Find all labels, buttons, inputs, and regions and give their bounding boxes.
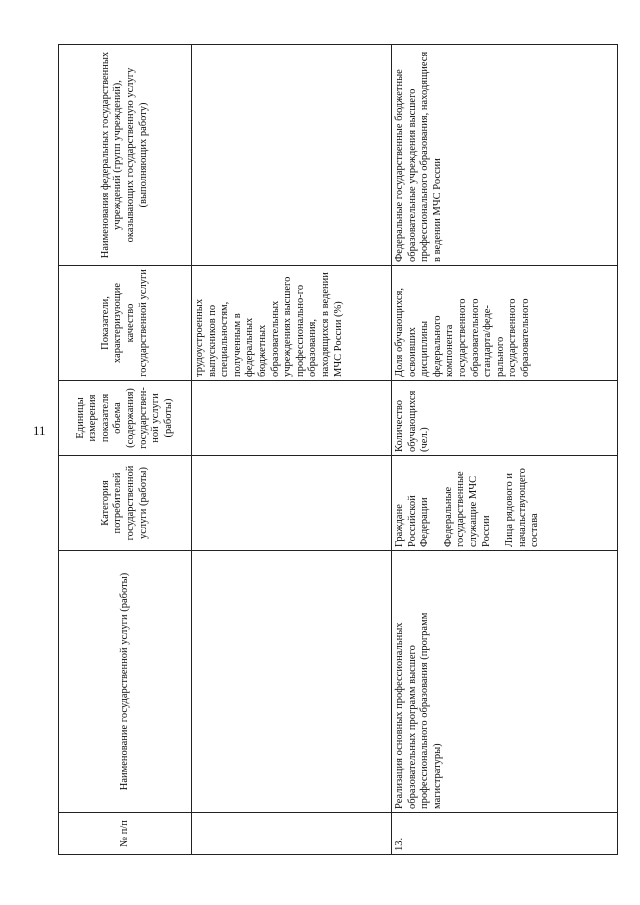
header-units: Единицы измерения показателя объема (содержания) государствен-ной услуги (работы) [59, 381, 192, 456]
row-cell-consumers [192, 456, 392, 551]
header-consumers: Категория потребителей государственной услуги (работы) [59, 456, 192, 551]
row-cell-units: Количество обучающихся (чел.) [392, 381, 618, 456]
row-cell-service: Реализация основных профессиональных образовательных программ высшего профессионального образования (программ магистратуры) [392, 551, 618, 813]
table-row [392, 45, 618, 855]
rotated-table-container [58, 45, 618, 855]
row-cell-consumers [392, 456, 618, 551]
row-cell-quality: Доля обучающихся, освоивших дисциплины федерального компонента государственного образовательного стандарта/феде-рального государственного образовательного [392, 266, 618, 381]
row-cell-num: 13. [392, 813, 618, 855]
page-number: 11 [33, 423, 46, 438]
table-row [192, 45, 392, 855]
row-cell-quality: трудоустроенных выпускников по специальностям, полученным в федеральных бюджетных образовательных учреждениях высшего профессионально-го образования, находящихся в ведении МЧС России (%) [192, 266, 392, 381]
row-cell-units [192, 381, 392, 456]
consumer-category: Лица рядового и начальствующего состава [504, 468, 541, 547]
row-cell-num [192, 813, 392, 855]
header-service-name: Наименование государственной услуги (работы) [59, 551, 192, 813]
row-cell-institutions [192, 45, 392, 266]
table-header-row [59, 45, 192, 855]
row-cell-institutions: Федеральные государственные бюджетные образовательные учреждения высшего профессионального образования, находящиеся в ведении МЧС России [392, 45, 618, 266]
header-num: № п/п [59, 813, 192, 855]
consumer-category: Граждане Российской Федерации [394, 495, 431, 547]
consumer-category: Федеральные государственные служащие МЧС России [442, 471, 492, 547]
header-quality: Показатели, характеризующие качество государственной услуги [59, 266, 192, 381]
header-institutions: Наименования федеральных государственных учреждений (групп учреждений), оказывающих государственную услугу (выполняющих работу) [59, 45, 192, 266]
row-cell-service [192, 551, 392, 813]
services-table [58, 44, 618, 855]
